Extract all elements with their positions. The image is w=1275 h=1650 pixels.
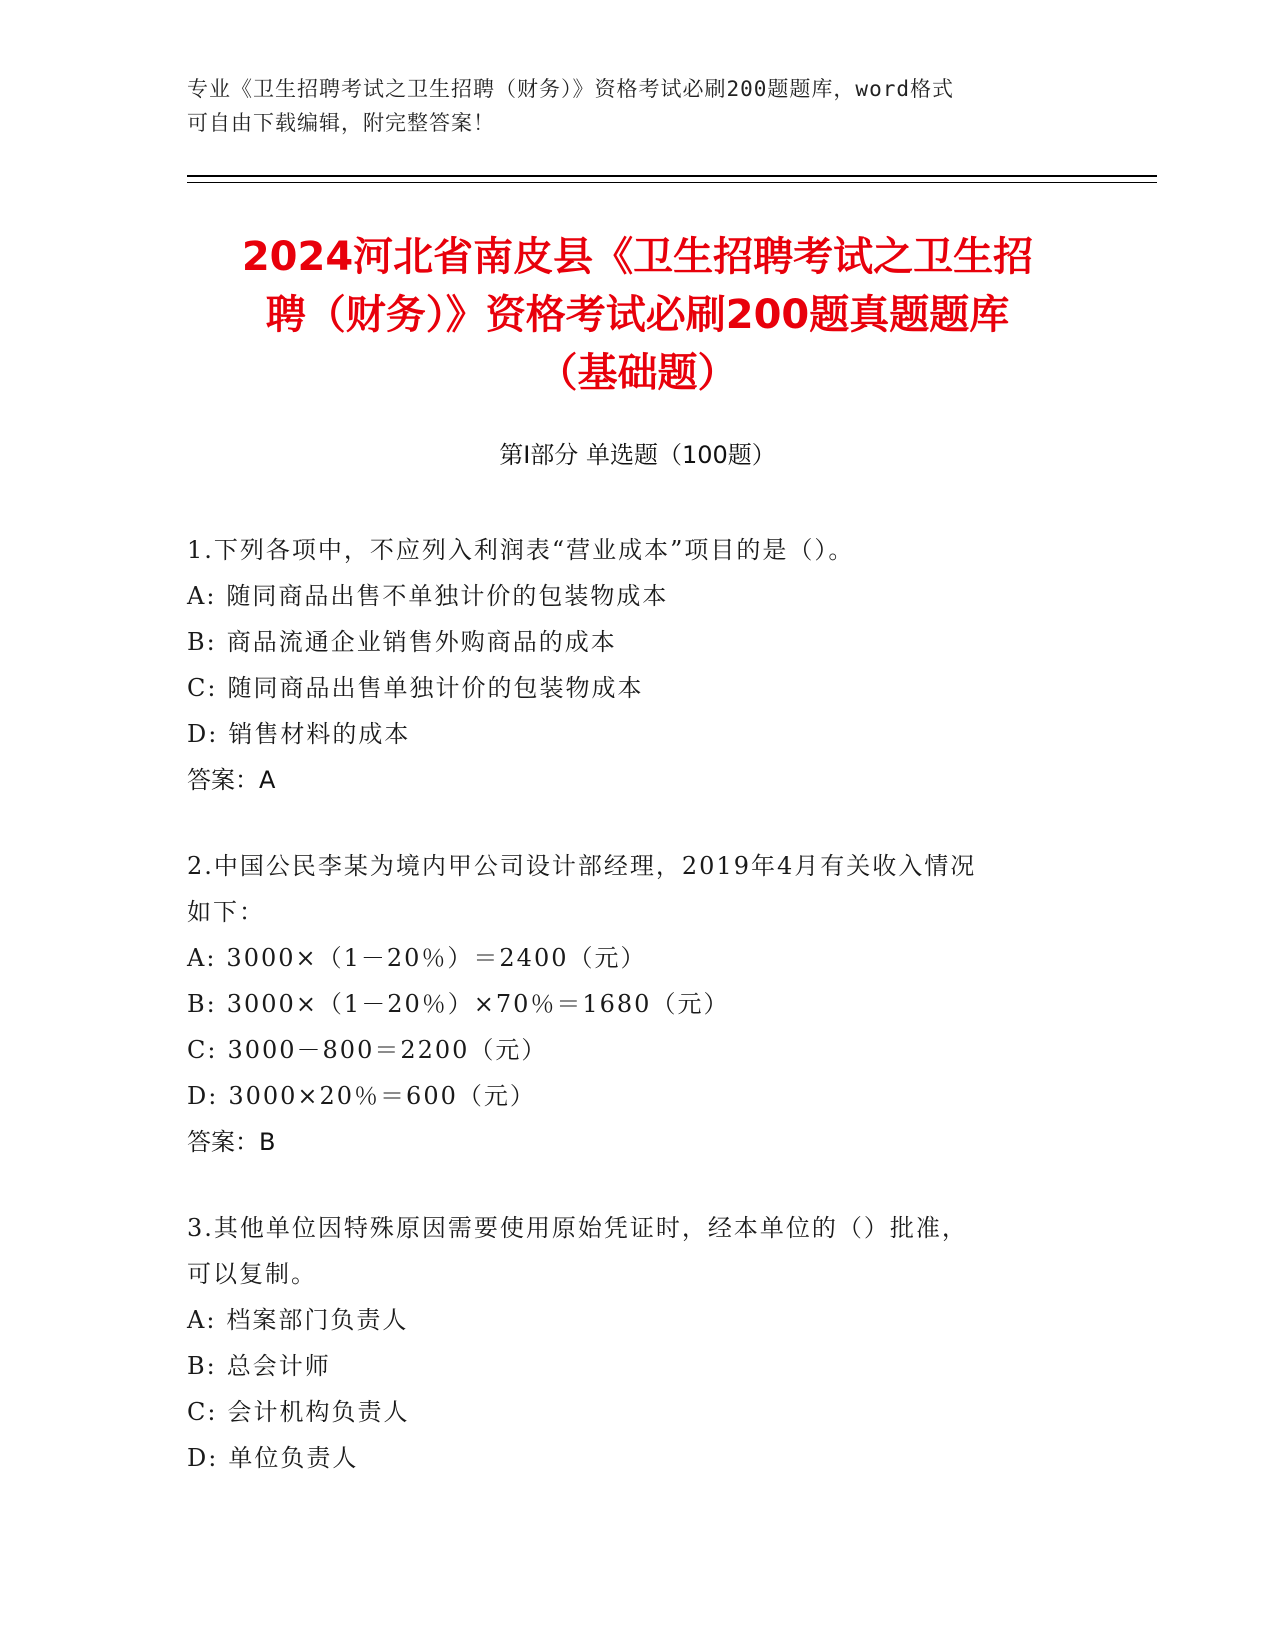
- option-text: 随同商品出售不单独计价的包装物成本: [226, 582, 669, 610]
- answer-label: 答案：B: [187, 1128, 276, 1156]
- option-text: 销售材料的成本: [228, 720, 411, 748]
- option-text: 档案部门负责人: [226, 1306, 409, 1334]
- option-letter: B:: [187, 1352, 217, 1380]
- header-note-line-2: 可自由下载编辑，附完整答案！: [187, 111, 495, 135]
- option-text: 3000×（1－20％）×70％＝1680（元）: [226, 990, 730, 1018]
- option-d: [187, 711, 1067, 757]
- question-2: [187, 843, 1067, 1165]
- option-letter: C:: [187, 1398, 218, 1426]
- header-divider-thin: [187, 182, 1157, 183]
- option-text: 会计机构负责人: [227, 1398, 410, 1426]
- option-a: [187, 1297, 1067, 1343]
- option-text: 单位负责人: [228, 1444, 359, 1472]
- question-1: [187, 527, 1067, 803]
- header-note: [187, 72, 1067, 140]
- option-a: [187, 935, 1067, 981]
- header-note-line-1: 专业《卫生招聘考试之卫生招聘（财务）》资格考试必刷200题题库，word格式: [187, 77, 954, 101]
- answer-label: 答案：A: [187, 766, 276, 794]
- option-text: 商品流通企业销售外购商品的成本: [226, 628, 617, 656]
- option-a: [187, 573, 1067, 619]
- option-b: [187, 619, 1067, 665]
- header-divider-thick: [187, 175, 1157, 177]
- question-stem: 3.其他单位因特殊原因需要使用原始凭证时，经本单位的（）批准，: [187, 1214, 968, 1242]
- option-text: 随同商品出售单独计价的包装物成本: [227, 674, 644, 702]
- document-title: [160, 228, 1115, 402]
- option-d: [187, 1073, 1067, 1119]
- option-text: 3000×（1－20％）＝2400（元）: [226, 944, 647, 972]
- option-letter: D:: [187, 1444, 219, 1472]
- option-letter: B:: [187, 628, 217, 656]
- option-letter: A:: [187, 582, 217, 610]
- document-title-line-3: （基础题）: [537, 350, 738, 396]
- option-b: [187, 981, 1067, 1027]
- option-text: 3000×20％＝600（元）: [228, 1082, 536, 1110]
- option-c: [187, 1027, 1067, 1073]
- option-letter: A:: [187, 1306, 217, 1334]
- document-title-line-2: 聘（财务）》资格考试必刷200题真题题库: [265, 292, 1010, 338]
- section-heading: 第Ⅰ部分 单选题（100题）: [499, 441, 776, 469]
- option-b: [187, 1343, 1067, 1389]
- question-3: [187, 1205, 1067, 1481]
- question-stem-continued: 可以复制。: [187, 1260, 317, 1288]
- option-text: 总会计师: [226, 1352, 331, 1380]
- question-list: [187, 527, 1067, 1521]
- question-stem: 1.下列各项中，不应列入利润表“营业成本”项目的是（）。: [187, 536, 855, 564]
- option-c: [187, 665, 1067, 711]
- option-letter: D:: [187, 1082, 219, 1110]
- option-c: [187, 1389, 1067, 1435]
- option-letter: B:: [187, 990, 217, 1018]
- document-title-line-1: 2024河北省南皮县《卫生招聘考试之卫生招: [241, 234, 1034, 280]
- option-letter: D:: [187, 720, 219, 748]
- option-d: [187, 1435, 1067, 1481]
- question-stem-continued: 如下：: [187, 898, 265, 926]
- option-letter: A:: [187, 944, 217, 972]
- option-letter: C:: [187, 1036, 218, 1064]
- option-text: 3000－800＝2200（元）: [227, 1036, 548, 1064]
- option-letter: C:: [187, 674, 218, 702]
- question-stem: 2.中国公民李某为境内甲公司设计部经理，2019年4月有关收入情况: [187, 852, 977, 880]
